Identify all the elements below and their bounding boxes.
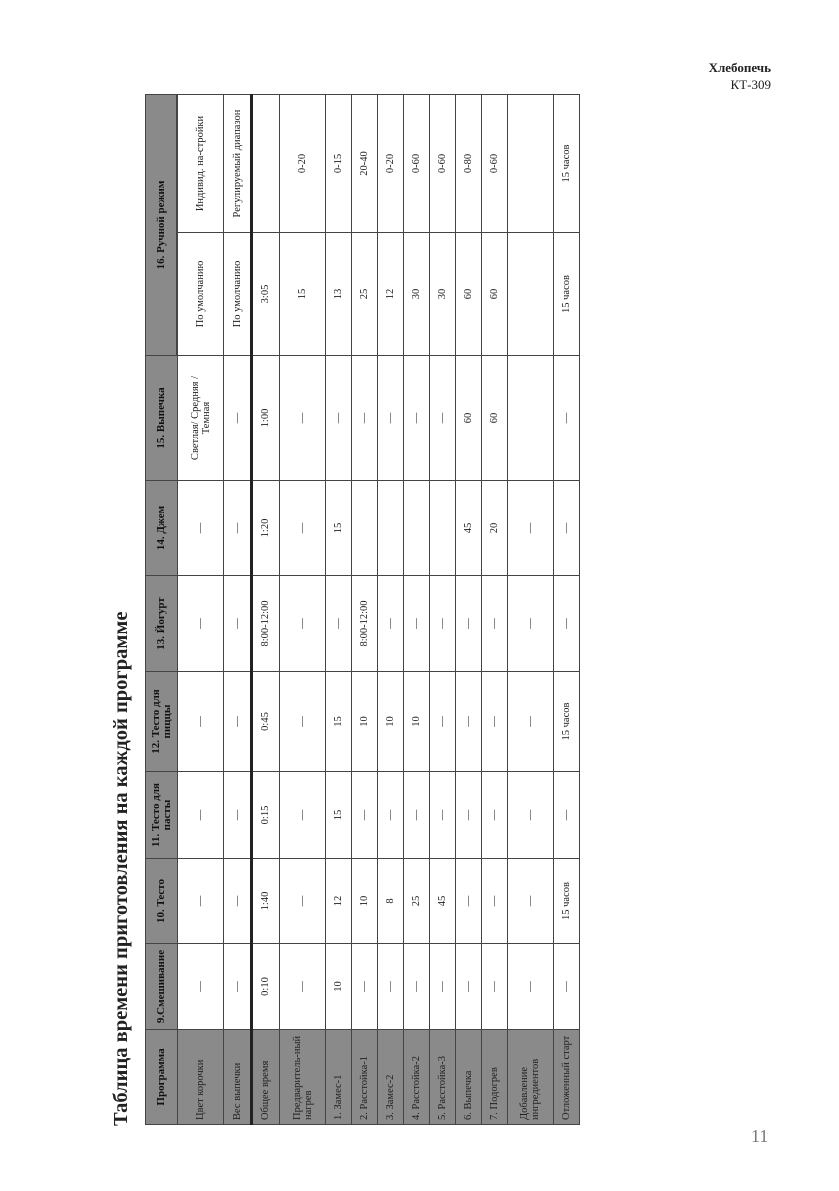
table-cell: 15 часов — [553, 95, 579, 233]
table-cell: 12 — [378, 233, 404, 356]
table-cell: — — [455, 772, 481, 859]
column-header: 11. Тесто для пасты — [146, 772, 178, 859]
table-cell: По умолчанию — [224, 233, 252, 356]
table-cell: — — [553, 481, 579, 576]
column-header: 14. Джем — [146, 481, 178, 576]
table-cell: — — [224, 576, 252, 672]
column-header-manual-mode: 16. Ручной режим — [146, 95, 177, 356]
table-cell: 0-80 — [455, 95, 481, 233]
table-cell: 45 — [455, 481, 481, 576]
table-cell — [403, 481, 429, 576]
table-cell: — — [178, 481, 224, 576]
table-row — [178, 95, 224, 1125]
cooking-time-table-wrapper — [145, 95, 580, 1125]
table-cell: — — [403, 772, 429, 859]
table-row — [553, 95, 579, 1125]
table-cell: Регулируемый диапазон — [224, 95, 252, 233]
table-cell: — — [429, 944, 455, 1030]
table-row — [378, 95, 404, 1125]
table-cell: 3:05 — [252, 233, 280, 356]
table-cell: 60 — [455, 233, 481, 356]
table-cell: — — [507, 481, 553, 576]
table-row — [224, 95, 252, 1125]
table-cell: По умолчанию — [178, 233, 224, 356]
table-cell — [378, 481, 404, 576]
table-cell: 25 — [403, 859, 429, 944]
table-cell: — — [403, 944, 429, 1030]
table-cell: — — [352, 944, 378, 1030]
row-label: Добавление ингредиентов — [507, 1030, 553, 1125]
table-cell: — — [224, 944, 252, 1030]
table-cell: — — [279, 356, 325, 481]
table-cell: — — [481, 672, 507, 772]
brand-name: Хлебопечь — [708, 60, 771, 75]
table-row — [279, 95, 325, 1125]
column-header: 13. Йогурт — [146, 576, 178, 672]
table-cell: 0-15 — [326, 95, 352, 233]
table-cell: — — [507, 576, 553, 672]
table-row — [507, 95, 553, 1125]
table-cell: 1:40 — [252, 859, 280, 944]
page-title: Таблица времени приготовления на каждой программе — [110, 611, 132, 1126]
table-cell: — — [429, 772, 455, 859]
table-cell: — — [553, 576, 579, 672]
table-cell: 15 — [326, 772, 352, 859]
table-cell: — — [326, 576, 352, 672]
table-cell: — — [224, 356, 252, 481]
table-cell — [507, 95, 553, 233]
table-cell: — — [279, 672, 325, 772]
table-cell — [252, 95, 280, 233]
table-cell: — — [178, 576, 224, 672]
table-row — [429, 95, 455, 1125]
column-header: 12. Тесто для пиццы — [146, 672, 178, 772]
table-cell: — — [507, 672, 553, 772]
table-cell: — — [455, 859, 481, 944]
table-cell: Индивид. на-стройки — [178, 95, 224, 233]
table-row — [481, 95, 507, 1125]
table-cell: — — [279, 859, 325, 944]
column-header: 9.Смешивание — [146, 944, 178, 1030]
table-cell: 15 — [326, 672, 352, 772]
table-cell: 15 — [279, 233, 325, 356]
table-corner-header: Программа — [146, 1030, 178, 1125]
table-cell: — — [378, 356, 404, 481]
row-label: 5. Расстойка-3 — [429, 1030, 455, 1125]
table-row — [252, 95, 280, 1125]
row-label: Общее время — [252, 1030, 280, 1125]
table-cell: 15 часов — [553, 233, 579, 356]
table-cell: — — [455, 944, 481, 1030]
table-row — [455, 95, 481, 1125]
table-cell: 30 — [403, 233, 429, 356]
table-cell: — — [429, 356, 455, 481]
table-cell: 45 — [429, 859, 455, 944]
table-cell: — — [352, 356, 378, 481]
row-label: 4. Расстойка-2 — [403, 1030, 429, 1125]
table-cell: — — [553, 772, 579, 859]
row-label: 2. Расстойка-1 — [352, 1030, 378, 1125]
table-cell: 30 — [429, 233, 455, 356]
table-cell: — — [481, 576, 507, 672]
table-cell: — — [481, 772, 507, 859]
table-cell: — — [178, 944, 224, 1030]
row-label: 1. Замес-1 — [326, 1030, 352, 1125]
table-cell: — — [553, 944, 579, 1030]
table-cell: 20 — [481, 481, 507, 576]
table-cell: — — [455, 672, 481, 772]
cooking-time-table — [145, 94, 580, 1125]
table-cell — [352, 481, 378, 576]
table-cell: 60 — [455, 356, 481, 481]
table-cell: 15 — [326, 481, 352, 576]
table-cell: 60 — [481, 356, 507, 481]
table-cell: 25 — [352, 233, 378, 356]
table-cell: — — [279, 481, 325, 576]
table-cell: 12 — [326, 859, 352, 944]
table-cell: — — [224, 481, 252, 576]
table-cell: 10 — [352, 672, 378, 772]
row-label: Цвет корочки — [178, 1030, 224, 1125]
table-cell: — — [378, 772, 404, 859]
row-label: 3. Замес-2 — [378, 1030, 404, 1125]
row-label: Предваритель-ный нагрев — [279, 1030, 325, 1125]
table-cell: 0-60 — [429, 95, 455, 233]
table-cell: 0-60 — [481, 95, 507, 233]
table-cell: — — [507, 859, 553, 944]
table-cell: — — [553, 356, 579, 481]
table-cell: — — [224, 672, 252, 772]
table-cell: — — [481, 859, 507, 944]
table-cell: — — [507, 772, 553, 859]
table-cell: — — [455, 576, 481, 672]
table-cell: — — [326, 356, 352, 481]
table-cell — [507, 356, 553, 481]
table-cell: 10 — [378, 672, 404, 772]
table-cell: 0:45 — [252, 672, 280, 772]
table-cell: 13 — [326, 233, 352, 356]
table-row — [352, 95, 378, 1125]
table-cell: 0-60 — [403, 95, 429, 233]
table-cell: — — [224, 859, 252, 944]
table-cell: — — [279, 944, 325, 1030]
table-cell: 8 — [378, 859, 404, 944]
table-cell: — — [279, 772, 325, 859]
table-cell — [507, 233, 553, 356]
table-cell: 0-20 — [279, 95, 325, 233]
table-cell: 8:00-12:00 — [352, 576, 378, 672]
table-cell: 20-40 — [352, 95, 378, 233]
table-cell: — — [178, 859, 224, 944]
table-cell: — — [403, 576, 429, 672]
table-cell: — — [429, 672, 455, 772]
table-cell: 15 часов — [553, 859, 579, 944]
page-number: 11 — [751, 1126, 769, 1146]
table-cell: 0:15 — [252, 772, 280, 859]
table-cell: — — [279, 576, 325, 672]
table-cell: 0:10 — [252, 944, 280, 1030]
table-row — [403, 95, 429, 1125]
row-label: Вес выпечки — [224, 1030, 252, 1125]
table-cell: 0-20 — [378, 95, 404, 233]
table-row — [326, 95, 352, 1125]
row-label: 7. Подогрев — [481, 1030, 507, 1125]
table-cell: 1:20 — [252, 481, 280, 576]
row-label: 6. Выпечка — [455, 1030, 481, 1125]
brand-header — [709, 59, 771, 93]
table-cell: — — [378, 944, 404, 1030]
table-cell: Светлая/ Средняя / Темная — [178, 356, 224, 481]
column-header: 10. Тесто — [146, 859, 178, 944]
table-cell: — — [352, 772, 378, 859]
table-cell: — — [507, 944, 553, 1030]
table-cell: — — [224, 772, 252, 859]
table-cell: — — [178, 772, 224, 859]
table-cell: 1:00 — [252, 356, 280, 481]
table-cell: — — [429, 576, 455, 672]
table-cell: 8:00-12:00 — [252, 576, 280, 672]
table-cell: 10 — [326, 944, 352, 1030]
table-cell: 10 — [352, 859, 378, 944]
table-cell: — — [403, 356, 429, 481]
column-header: 15. Выпечка — [146, 356, 178, 481]
table-cell: 10 — [403, 672, 429, 772]
table-cell: 60 — [481, 233, 507, 356]
table-cell: — — [178, 672, 224, 772]
table-cell: — — [481, 944, 507, 1030]
table-cell: 15 часов — [553, 672, 579, 772]
table-cell — [429, 481, 455, 576]
table-cell: — — [378, 576, 404, 672]
row-label: Отложенный старт — [553, 1030, 579, 1125]
model-number: КТ-309 — [730, 77, 771, 92]
